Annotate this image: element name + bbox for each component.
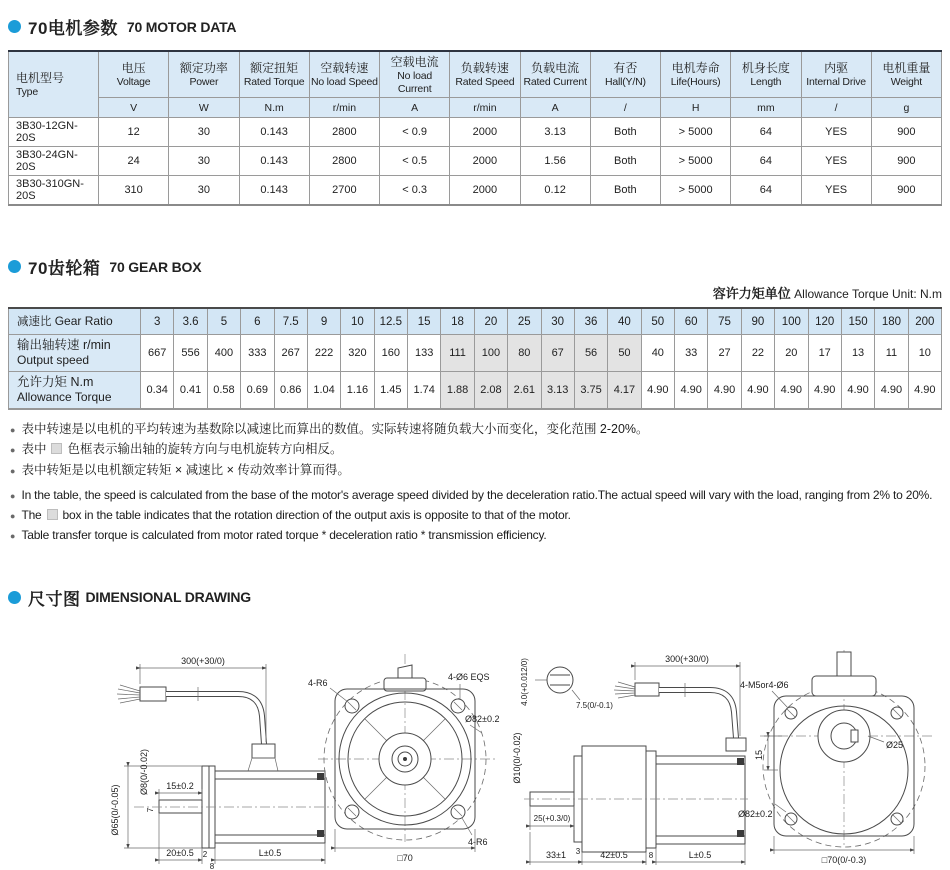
- gear-row-label-zh: 允许力矩 N.m: [17, 374, 94, 389]
- allowance-torque-cell: 4.90: [775, 371, 808, 408]
- dim-key-length: 7.5(0/-0.1): [576, 700, 613, 710]
- motor-value-cell: 30: [169, 147, 239, 176]
- motor-value-cell: 2800: [309, 118, 379, 147]
- output-speed-cell: 267: [274, 334, 307, 371]
- allowance-torque-cell: 4.90: [908, 371, 941, 408]
- note-text: Table transfer torque is calculated from motor rated torque * deceleration ratio * transmission efficiency.: [21, 527, 547, 542]
- note-bullet-icon: ●: [10, 490, 16, 501]
- motor-value-cell: Both: [590, 147, 660, 176]
- gear-ratio-label: [9, 308, 141, 334]
- gear-ratio-value: 10: [341, 308, 374, 334]
- dim-flange-thickness: 8: [648, 850, 654, 860]
- dim-flange-b: 8: [209, 861, 215, 870]
- gear-ratio-value: 20: [474, 308, 507, 334]
- dim-label: □70: [397, 852, 413, 863]
- gearbox-title-zh: 70齿轮箱: [28, 259, 101, 279]
- gear-ratio-value: 75: [708, 308, 741, 334]
- section-bullet-icon: [8, 260, 21, 273]
- allowance-torque-cell: 4.90: [841, 371, 874, 408]
- allowance-torque-cell: 3.13: [541, 371, 574, 408]
- note-line: [8, 463, 942, 479]
- motor-title-en: 70 MOTOR DATA: [126, 18, 237, 35]
- motor-value-cell: YES: [801, 118, 871, 147]
- column-header-en: Type: [16, 86, 38, 99]
- column-header-en: Rated Torque: [243, 76, 305, 89]
- column-header-en: Rated Speed: [455, 76, 515, 89]
- gear-row-label-en: Allowance Torque: [17, 390, 112, 405]
- note-line: [8, 508, 942, 523]
- motor-value-cell: 64: [731, 147, 801, 176]
- allowance-torque-cell: 4.90: [875, 371, 908, 408]
- shaft-top: [812, 652, 876, 696]
- note-bullet-icon: ●: [10, 445, 16, 456]
- motor-column-header: [520, 51, 590, 98]
- motor-model-cell: 3B30-310GN-20S: [9, 176, 99, 206]
- gear-ratio-value: 50: [641, 308, 674, 334]
- motor-column-unit: r/min: [450, 98, 520, 118]
- note-text: In the table, the speed is calculated from the base of the motor's average speed divided by the deceleration ratio.The actual speed will vary with the load, ranging from 2% to 20%.: [21, 487, 933, 502]
- gear-ratio-value: 180: [875, 308, 908, 334]
- dim-front-length: 20±0.5: [166, 847, 194, 858]
- dim-label: 15±0.2: [166, 780, 194, 791]
- motor-column-header: [450, 51, 520, 98]
- allowance-torque-cell: 4.90: [741, 371, 774, 408]
- gear-row-label: [9, 371, 141, 408]
- motor-value-cell: 0.143: [239, 176, 309, 206]
- key-section-detail: [520, 657, 613, 709]
- column-header-zh: 空载电流: [390, 55, 439, 69]
- motor-table-row: [9, 147, 942, 176]
- gear-ratio-label-zh: 减速比: [17, 315, 52, 328]
- column-header-en: No load Speed: [310, 76, 378, 89]
- dim-body-length: L±0.5: [258, 847, 282, 858]
- leader-line: [330, 688, 348, 702]
- gear-ratio-row: [9, 308, 942, 334]
- motor-column-unit: N.m: [239, 98, 309, 118]
- motor-column-header: [239, 51, 309, 98]
- motor-column-header: [380, 51, 450, 98]
- label-circle-dia: Ø82±0.2: [465, 713, 500, 724]
- motor-column-unit: H: [661, 98, 731, 118]
- gear-ratio-value: 90: [741, 308, 774, 334]
- gray-box-swatch: [47, 509, 58, 520]
- gearmotor-side-view-drawing: [500, 624, 750, 870]
- shaft-top: [384, 665, 426, 691]
- motor-unit-row: [9, 98, 942, 118]
- allowance-torque-cell: 4.90: [641, 371, 674, 408]
- note-text: 表中转矩是以电机额定转矩 × 减速比 × 传动效率计算而得。: [21, 462, 350, 477]
- output-shaft-boss: [818, 710, 870, 762]
- note-bullet-icon: ●: [10, 510, 16, 521]
- output-speed-cell: 100: [474, 334, 507, 371]
- motor-value-cell: 24: [99, 147, 169, 176]
- column-header-zh: 机身长度: [741, 61, 790, 76]
- dim-step: 3: [575, 846, 581, 856]
- motor-column-unit: mm: [731, 98, 801, 118]
- label-mounting-holes: 4-M5or4-Ø6: [740, 679, 789, 690]
- column-header-zh: 电机寿命: [671, 61, 720, 76]
- dim-label: 15: [754, 749, 764, 760]
- label-corner-radius-top: 4-R6: [308, 677, 328, 688]
- column-header-zh: 有否: [613, 61, 638, 76]
- note-text: 表中 色框表示输出轴的旋转方向与电机旋转方向相反。: [21, 442, 343, 457]
- motor-value-cell: 64: [731, 118, 801, 147]
- output-speed-cell: 13: [841, 334, 874, 371]
- motor-value-cell: < 0.5: [380, 147, 450, 176]
- motor-value-cell: 900: [871, 147, 941, 176]
- motor-value-cell: 30: [169, 118, 239, 147]
- leader-line: [470, 725, 482, 733]
- note-bullet-icon: ●: [10, 465, 16, 476]
- output-speed-cell: 10: [908, 334, 941, 371]
- motor-value-cell: 310: [99, 176, 169, 206]
- gray-box-swatch: [51, 443, 62, 454]
- gear-ratio-value: 12.5: [374, 308, 407, 334]
- output-speed-cell: 17: [808, 334, 841, 371]
- notes-en: [8, 488, 942, 543]
- column-header-en: Life(Hours): [670, 76, 721, 89]
- allowance-torque-cell: 1.04: [307, 371, 340, 408]
- motor-column-header: [661, 51, 731, 98]
- output-speed-cell: 667: [141, 334, 174, 371]
- dim-label: □70(0/-0.3): [821, 854, 867, 865]
- dim-label: Ø65(0/-0.05): [110, 784, 120, 836]
- allowance-torque-cell: 0.86: [274, 371, 307, 408]
- dim-shaft-dia: Ø8(0/-0.02): [139, 748, 149, 795]
- motor-value-cell: > 5000: [661, 147, 731, 176]
- dim-label: 300(+30/0): [181, 655, 225, 666]
- motor-value-cell: Both: [590, 176, 660, 206]
- gear-row-label: [9, 334, 141, 371]
- output-speed-cell: 67: [541, 334, 574, 371]
- motor-value-cell: Both: [590, 118, 660, 147]
- gear-ratio-value: 200: [908, 308, 941, 334]
- allowance-torque-cell: 4.90: [808, 371, 841, 408]
- allowance-torque-cell: 0.34: [141, 371, 174, 408]
- allowance-torque-cell: 1.16: [341, 371, 374, 408]
- motor-column-header: [169, 51, 239, 98]
- dim-shaft-length: [530, 806, 574, 830]
- motor-column-header: [871, 51, 941, 98]
- cable: [614, 682, 746, 751]
- allowance-torque-unit-note: [8, 283, 942, 302]
- allowance-torque-cell: 4.90: [675, 371, 708, 408]
- output-speed-cell: 111: [441, 334, 474, 371]
- note-line: [8, 442, 942, 458]
- drawing-section-title: [8, 585, 942, 610]
- column-header-en: No load Current: [397, 70, 433, 95]
- motor-value-cell: 1.56: [520, 147, 590, 176]
- allowance-torque-cell: 1.74: [408, 371, 441, 408]
- motor-value-cell: 2800: [309, 147, 379, 176]
- output-speed-cell: 22: [741, 334, 774, 371]
- motor-value-cell: 0.143: [239, 147, 309, 176]
- motor-header-row: [9, 51, 942, 98]
- label-corner-radius-bottom: 4-R6: [468, 836, 488, 847]
- output-speed-cell: 160: [374, 334, 407, 371]
- dim-body-length: L±0.5: [688, 849, 712, 860]
- notes-zh: [8, 422, 942, 479]
- output-speed-cell: 556: [174, 334, 207, 371]
- motor-column-unit: g: [871, 98, 941, 118]
- gear-ratio-value: 9: [307, 308, 340, 334]
- gearbox-title-en: 70 GEAR BOX: [109, 258, 202, 275]
- motor-value-cell: < 0.3: [380, 176, 450, 206]
- label-boss-dia: Ø25: [886, 739, 904, 750]
- output-speed-cell: 33: [675, 334, 708, 371]
- gear-ratio-value: 3: [141, 308, 174, 334]
- gear-ratio-value: 6: [241, 308, 274, 334]
- motor-value-cell: 64: [731, 176, 801, 206]
- motor-value-cell: > 5000: [661, 176, 731, 206]
- note-bullet-icon: ●: [10, 424, 16, 435]
- gear-ratio-value: 25: [508, 308, 541, 334]
- motor-value-cell: 0.12: [520, 176, 590, 206]
- section-bullet-icon: [8, 20, 21, 33]
- gear-ratio-value: 120: [808, 308, 841, 334]
- unit-note-en: Allowance Torque Unit: N.m: [794, 287, 942, 302]
- leader-line: [868, 736, 884, 742]
- allowance-torque-row: [9, 371, 942, 408]
- column-header-en: Rated Current: [523, 76, 587, 89]
- motor-column-header: [9, 51, 99, 118]
- motor-column-unit: A: [380, 98, 450, 118]
- unit-note-zh: 容许力矩单位: [712, 286, 791, 302]
- note-line: [8, 422, 942, 438]
- gear-ratio-value: 18: [441, 308, 474, 334]
- motor-value-cell: > 5000: [661, 118, 731, 147]
- motor-column-unit: /: [590, 98, 660, 118]
- motor-value-cell: 0.143: [239, 118, 309, 147]
- output-speed-cell: 222: [307, 334, 340, 371]
- section-bullet-icon: [8, 591, 21, 604]
- column-header-en: Internal Drive: [806, 76, 866, 89]
- gear-ratio-value: 15: [408, 308, 441, 334]
- column-header-en: Hall(Y/N): [604, 76, 646, 89]
- output-speed-cell: 11: [875, 334, 908, 371]
- output-speed-cell: 20: [775, 334, 808, 371]
- gear-ratio-value: 100: [775, 308, 808, 334]
- motor-section-title: [8, 14, 942, 39]
- output-speed-cell: 133: [408, 334, 441, 371]
- note-bullet-icon: ●: [10, 530, 16, 541]
- leader-line: [775, 804, 786, 812]
- gear-ratio-value: 40: [608, 308, 641, 334]
- motor-value-cell: 2700: [309, 176, 379, 206]
- dim-key-width: 7: [146, 807, 155, 812]
- motor-value-cell: 3.13: [520, 118, 590, 147]
- allowance-torque-cell: 3.75: [574, 371, 607, 408]
- drawing-title-en: DIMENSIONAL DRAWING: [85, 589, 251, 606]
- motor-model-cell: 3B30-24GN-20S: [9, 147, 99, 176]
- dim-label: 300(+30/0): [665, 653, 709, 664]
- motor-model-cell: 3B30-12GN-20S: [9, 118, 99, 147]
- dim-label: 25(+0.3/0): [533, 813, 571, 823]
- motor-data-table: [8, 50, 942, 206]
- motor-value-cell: 12: [99, 118, 169, 147]
- column-header-zh: 额定功率: [179, 61, 228, 76]
- column-header-zh: 空载转速: [320, 61, 369, 76]
- motor-column-header: [99, 51, 169, 98]
- gear-ratio-value: 5: [207, 308, 240, 334]
- output-speed-cell: 80: [508, 334, 541, 371]
- gear-ratio-value: 30: [541, 308, 574, 334]
- note-line: [8, 528, 942, 543]
- motor-column-header: [801, 51, 871, 98]
- allowance-torque-cell: 4.17: [608, 371, 641, 408]
- motor-value-cell: < 0.9: [380, 118, 450, 147]
- column-header-zh: 电机型号: [16, 71, 65, 86]
- gearbox-table: [8, 307, 942, 409]
- motor-table-row: [9, 118, 942, 147]
- allowance-torque-cell: 1.45: [374, 371, 407, 408]
- gearmotor-front-view-drawing: [734, 624, 950, 870]
- column-header-zh: 负载转速: [460, 61, 509, 76]
- allowance-torque-cell: 0.69: [241, 371, 274, 408]
- allowance-torque-cell: 0.41: [174, 371, 207, 408]
- column-header-en: Voltage: [116, 76, 151, 89]
- dim-square: [774, 836, 914, 865]
- allowance-torque-cell: 2.08: [474, 371, 507, 408]
- column-header-en: Weight: [890, 76, 923, 89]
- motor-column-unit: W: [169, 98, 239, 118]
- motor-value-cell: 900: [871, 176, 941, 206]
- output-speed-cell: 40: [641, 334, 674, 371]
- motor-column-unit: r/min: [309, 98, 379, 118]
- gear-row-label-en: Output speed: [17, 353, 90, 368]
- motor-column-header: [731, 51, 801, 98]
- output-speed-cell: 333: [241, 334, 274, 371]
- dim-shaft-length: [159, 781, 202, 800]
- gear-ratio-value: 3.6: [174, 308, 207, 334]
- dim-front-length: 33±1: [546, 849, 566, 860]
- output-speed-cell: 56: [574, 334, 607, 371]
- dimensional-drawings: [8, 624, 942, 870]
- motor-value-cell: 2000: [450, 147, 520, 176]
- motor-table-row: [9, 176, 942, 206]
- dim-flange-a: 2: [202, 849, 208, 859]
- column-header-en: Power: [189, 76, 219, 89]
- motor-column-unit: /: [801, 98, 871, 118]
- motor-title-zh: 70电机参数: [28, 19, 118, 38]
- output-speed-cell: 50: [608, 334, 641, 371]
- column-header-zh: 负载电流: [531, 61, 580, 76]
- motor-column-header: [309, 51, 379, 98]
- motor-value-cell: 2000: [450, 118, 520, 147]
- output-speed-cell: 400: [207, 334, 240, 371]
- column-header-zh: 电压: [121, 61, 146, 76]
- dim-offset: [754, 736, 782, 770]
- motor-front-view-drawing: [300, 624, 512, 870]
- gear-ratio-value: 150: [841, 308, 874, 334]
- note-text: 表中转速是以电机的平均转速为基数除以减速比而算出的数值。实际转速将随负载大小而变化，变化范围 2-20%。: [21, 421, 649, 436]
- output-speed-cell: 27: [708, 334, 741, 371]
- dim-gearbox-length: 42±0.5: [600, 849, 628, 860]
- column-header-zh: 内驱: [824, 61, 849, 76]
- note-text: The box in the table indicates that the rotation direction of the output axis is opposite to that of the motor.: [21, 507, 571, 522]
- column-header-en: Length: [750, 76, 782, 89]
- motor-value-cell: 2000: [450, 176, 520, 206]
- output-speed-cell: 320: [341, 334, 374, 371]
- column-header-zh: 额定扭矩: [250, 61, 299, 76]
- label-circle-dia: Ø82±0.2: [738, 808, 773, 819]
- allowance-torque-cell: 0.58: [207, 371, 240, 408]
- label-mounting-holes: 4-Ø6 EQS: [448, 671, 490, 682]
- gear-ratio-value: 36: [574, 308, 607, 334]
- dim-key-height: 4.0(+0.012/0): [520, 657, 529, 706]
- note-line: [8, 488, 942, 503]
- output-speed-row: [9, 334, 942, 371]
- motor-value-cell: YES: [801, 176, 871, 206]
- motor-column-unit: V: [99, 98, 169, 118]
- drawing-title-zh: 尺寸图: [28, 589, 81, 609]
- column-header-zh: 电机重量: [882, 61, 931, 76]
- allowance-torque-cell: 1.88: [441, 371, 474, 408]
- motor-value-cell: 30: [169, 176, 239, 206]
- gear-ratio-label-en: Gear Ratio: [54, 313, 113, 328]
- gear-ratio-value: 7.5: [274, 308, 307, 334]
- gear-row-label-zh: 输出轴转速 r/min: [17, 337, 111, 352]
- motor-column-header: [590, 51, 660, 98]
- allowance-torque-cell: 4.90: [708, 371, 741, 408]
- motor-column-unit: A: [520, 98, 590, 118]
- gearbox-section-title: [8, 254, 942, 279]
- allowance-torque-cell: 2.61: [508, 371, 541, 408]
- gear-ratio-value: 60: [675, 308, 708, 334]
- dim-shaft-dia: Ø10(0/-0.02): [512, 732, 522, 784]
- motor-value-cell: YES: [801, 147, 871, 176]
- motor-value-cell: 900: [871, 118, 941, 147]
